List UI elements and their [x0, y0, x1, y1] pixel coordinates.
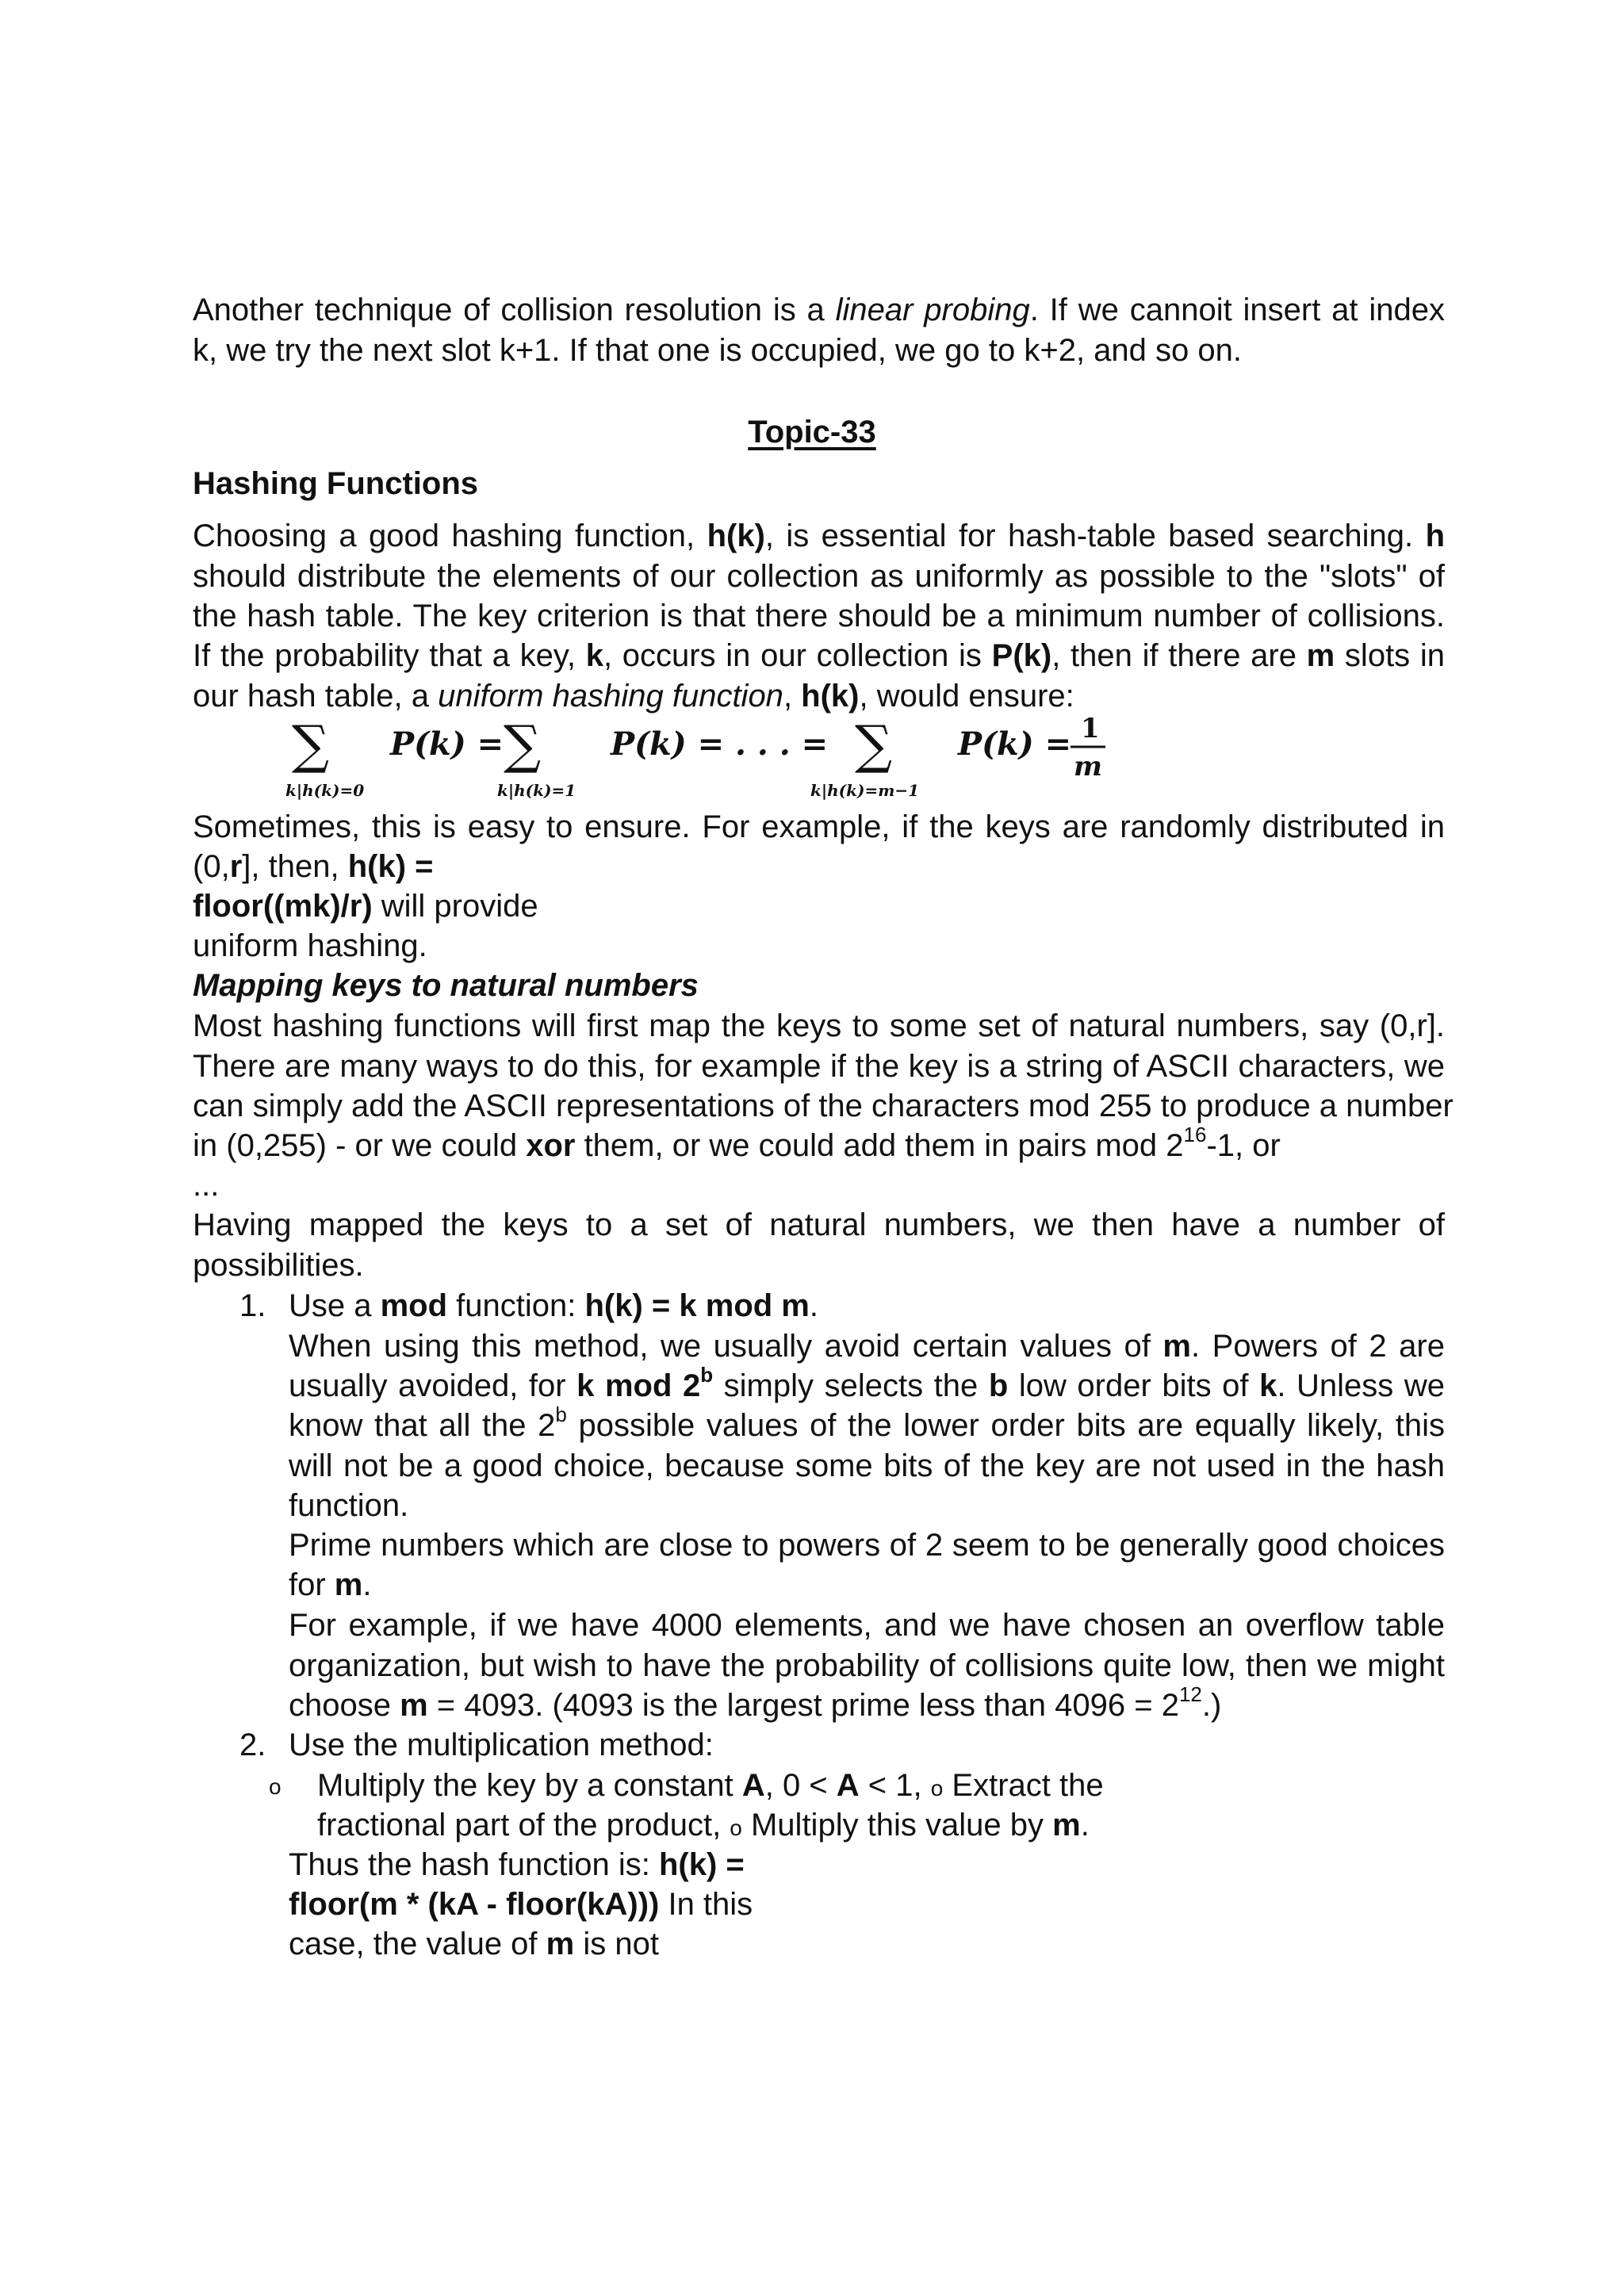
para4-line1: Most hashing functions will first map the keys to some set of natural numbers, say (0,r].	[193, 1008, 1445, 1043]
item1-line1: Use a mod function: h(k) = k mod m.	[289, 1288, 818, 1323]
para1-line2: k, we try the next slot k+1. If that one is occupied, we go to k+2, and so on.	[193, 333, 1242, 368]
para4-line2: There are many ways to do this, for example if the key is a string of ASCII characters, we	[193, 1049, 1445, 1084]
item1-line2: When using this method, we usually avoid certain values of m. Powers of 2 are	[289, 1329, 1445, 1364]
inline-bullet-circle: o	[730, 1816, 742, 1840]
topic-title: Topic-33	[748, 415, 876, 450]
sum-symbol-2: ∑	[504, 714, 542, 775]
item2-bullet-line2: fractional part of the product, o Multiply this value by m.	[317, 1808, 1090, 1843]
item1-line4: know that all the 2$^b$ possible values of the lower order bits are equally likely, this	[289, 1402, 1446, 1443]
formula-term-1: P(k) =	[390, 725, 504, 763]
item2-line5: case, the value of m is not	[289, 1927, 659, 1961]
item1-line3: usually avoided, for k mod 2$^b$ simply selects the b low order bits of k. Unless we	[289, 1362, 1446, 1403]
item1-line8: for m.	[289, 1567, 372, 1602]
formula-term-3: P(k) =	[958, 725, 1072, 763]
fraction-denominator: m	[1074, 751, 1102, 783]
item2-line1: Use the multiplication method:	[289, 1728, 714, 1762]
formula-term-2: P(k) = . . . =	[611, 725, 829, 763]
fraction-numerator: 1	[1081, 714, 1100, 744]
para3-line2: (0,r], then, h(k) =	[193, 849, 434, 884]
inline-bullet-circle: o	[930, 1776, 944, 1800]
list-number-2: 2.	[239, 1728, 266, 1762]
subheading: Mapping keys to natural numbers	[193, 968, 699, 1003]
uniform-hashing-formula	[285, 714, 1126, 801]
para5-line1: Having mapped the keys to a set of natural numbers, we then have a number of	[193, 1207, 1445, 1242]
formula-sub-3: k|h(k)=m−1	[810, 781, 920, 800]
para2-line5: our hash table, a uniform hashing function, h(k), would ensure:	[193, 679, 1074, 714]
para3-line3: floor((mk)/r) will provide	[193, 889, 538, 924]
para4-line4: in (0,255) - or we could xor them, or we could add them in pairs mod $2^{16}-1$, or	[193, 1122, 1281, 1163]
sum-symbol-1: ∑	[292, 714, 330, 775]
list-number-1: 1.	[239, 1288, 266, 1323]
item1-line6: function.	[289, 1488, 409, 1523]
item1-line5: will not be a good choice, because some bits of the key are not used in the hash	[289, 1448, 1445, 1483]
para1-line1: Another technique of collision resolution is a linear probing. If we cannoit insert at index	[193, 293, 1445, 327]
para2-line3: the hash table. The key criterion is that there should be a minimum number of collisions.	[193, 599, 1445, 633]
item1-line7: Prime numbers which are close to powers of 2 seem to be generally good choices	[289, 1528, 1445, 1563]
para2-line2: should distribute the elements of our collection as uniformly as possible to the "slots" of	[193, 559, 1445, 594]
section-heading: Hashing Functions	[193, 466, 478, 501]
item1-line9: For example, if we have 4000 elements, and we have chosen an overflow table	[289, 1608, 1445, 1643]
item1-line10: organization, but wish to have the probability of collisions quite low, then we might	[289, 1648, 1445, 1683]
para4-line5: ...	[193, 1168, 220, 1203]
para3-line4: uniform hashing.	[193, 928, 427, 963]
item1-line11: choose m = 4093. (4093 is the largest prime less than $4096 = 2^{12}$.)	[289, 1682, 1222, 1723]
para2-line4: If the probability that a key, k, occurs in our collection is P(k), then if there are m slots in	[193, 638, 1446, 673]
bullet-circle: o	[269, 1774, 282, 1799]
para2-line1: Choosing a good hashing function, h(k), is essential for hash-table based searching. h	[193, 519, 1445, 553]
sum-symbol-3: ∑	[855, 714, 893, 775]
item2-bullet-line1: Multiply the key by a constant A, 0 < A < 1, o Extract the	[317, 1768, 1104, 1803]
para4-line3: can simply add the ASCII representations of the characters mod 255 to produce a number	[193, 1089, 1454, 1123]
para3-line1: Sometimes, this is easy to ensure. For example, if the keys are randomly distributed in	[193, 809, 1445, 844]
item2-line4: floor(m * (kA - floor(kA))) In this	[289, 1887, 753, 1922]
formula-sub-2: k|h(k)=1	[497, 781, 576, 800]
formula-sub-1: k|h(k)=0	[285, 781, 365, 800]
para5-line2: possibilities.	[193, 1248, 364, 1283]
item2-line3: Thus the hash function is: h(k) =	[289, 1847, 745, 1882]
